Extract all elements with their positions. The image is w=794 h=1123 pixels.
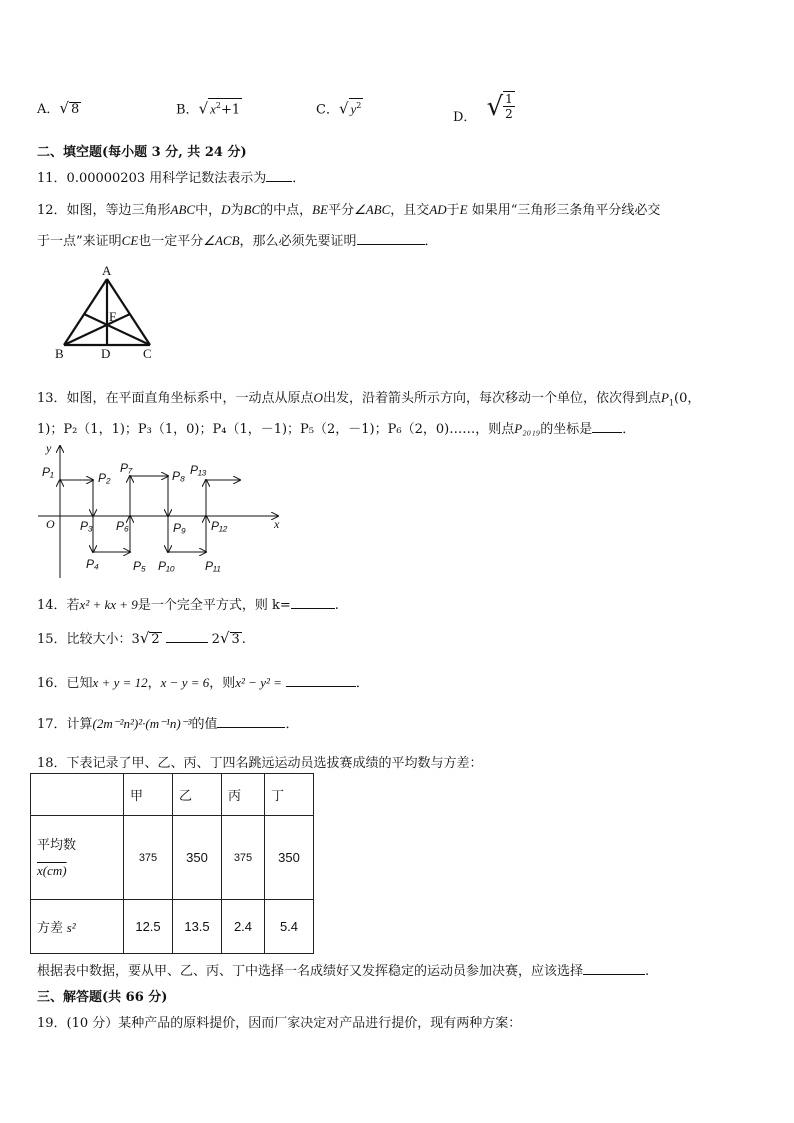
label-a: A (102, 263, 112, 278)
label-c: C (143, 346, 152, 361)
point-p6: P₆ (116, 519, 129, 533)
point-p2: P₂ (98, 471, 111, 485)
axis-y-label: y (46, 441, 52, 455)
table-row (31, 816, 314, 900)
table-header-cell (31, 774, 124, 816)
option-a: A．√ 8 (37, 99, 80, 117)
table-header-cell: 乙 (173, 774, 222, 816)
section-title-answers: 三、解答题(共 66 分) (37, 990, 168, 1005)
label-b: B (55, 346, 64, 361)
point-p8: P₈ (172, 469, 186, 483)
table-row-label: 方差 s² (31, 900, 124, 954)
table-cell: 13.5 (173, 900, 222, 954)
table-cell: 350 (173, 816, 222, 900)
path-arrows (60, 476, 240, 552)
question-13-line2: 1)；P₂（1，1)；P₃（1，0)；P₄（1，－1)；P₅（2，－1)；P₆（2，0)……，则点P₂₀₁₉的坐标是 ． (37, 421, 636, 437)
triangle-figure (52, 261, 162, 361)
question-17: 17．计算(2m⁻²n²)²·(m⁻¹n)⁻³的值 ． (37, 716, 299, 732)
point-p10: P₁₀ (158, 559, 175, 573)
question-18: 18．下表记录了甲、乙、丙、丁四名跳远运动员选拔赛成绩的平均数与方差： (37, 756, 483, 771)
coordinate-path-figure (38, 440, 288, 580)
label-d: D (101, 346, 111, 361)
table-cell: 375 (124, 816, 173, 900)
point-p9: P₉ (173, 521, 186, 535)
option-d: D． √ $\frac{1}{2}$ (453, 92, 513, 125)
section-title-fill-in: 二、填空题(每小题 3 分, 共 24 分) (37, 145, 247, 160)
point-p7: P₇ (120, 461, 133, 475)
table-cell: 375 (222, 816, 265, 900)
table-header-cell: 丙 (222, 774, 265, 816)
point-p4: P₄ (86, 557, 99, 571)
point-p11: P₁₁ (205, 559, 221, 573)
table-row (31, 900, 314, 954)
point-p5: P₅ (133, 559, 146, 573)
question-19: 19．(10 分）某种产品的原料提价，因而厂家决定对产品进行提价，现有两种方案： (37, 1016, 522, 1031)
label-e: E (109, 309, 117, 324)
question-14: 14．若x² + kx + 9是一个完全平方式，则 k= . (37, 597, 339, 613)
table-header-cell: 甲 (124, 774, 173, 816)
table-cell: 12.5 (124, 900, 173, 954)
option-b: B．√ $x^2+1$ (176, 99, 241, 118)
point-p12: P₁₂ (211, 519, 228, 533)
point-p13: P₁₃ (190, 463, 207, 477)
table-row-label: 平均数 x(cm) (31, 816, 124, 900)
option-c: C．√ $y^2$ (316, 99, 362, 118)
table-cell: 2.4 (222, 900, 265, 954)
question-12-line1: 12．如图，等边三角形ABC中，D为BC的中点，BE平分∠ABC，且交AD于E 如果用“三角形三条角平分线必交 (37, 202, 661, 218)
table-cell: 5.4 (265, 900, 314, 954)
scores-table (30, 773, 314, 954)
question-16: 16．已知x + y = 12，x − y = 6，则x² − y² = ． (37, 675, 369, 691)
table-header-row (31, 774, 314, 816)
origin-label: O (46, 517, 55, 531)
table-header-cell: 丁 (265, 774, 314, 816)
table-cell: 350 (265, 816, 314, 900)
question-15: 15．比较大小：3√ 2 2√ 3 . (37, 629, 246, 647)
point-p1: P₁ (42, 465, 54, 479)
question-18-followup: 根据表中数据，要从甲、乙、丙、丁中选择一名成绩好又发挥稳定的运动员参加决赛，应该选择 . (37, 964, 650, 979)
question-12-line2: 于一点”来证明CE也一定平分∠ACB，那么必须先要证明 ． (37, 233, 438, 249)
axis-x-label: x (274, 517, 280, 531)
question-13-line1: 13．如图，在平面直角坐标系中，一动点从原点O出发，沿着箭头所示方向，每次移动一个单位，依次得到点$P_1(0$， (37, 390, 701, 408)
question-11: 11．0.00000203 用科学记数法表示为 ． (37, 171, 306, 186)
point-p3: P₃ (80, 519, 93, 533)
